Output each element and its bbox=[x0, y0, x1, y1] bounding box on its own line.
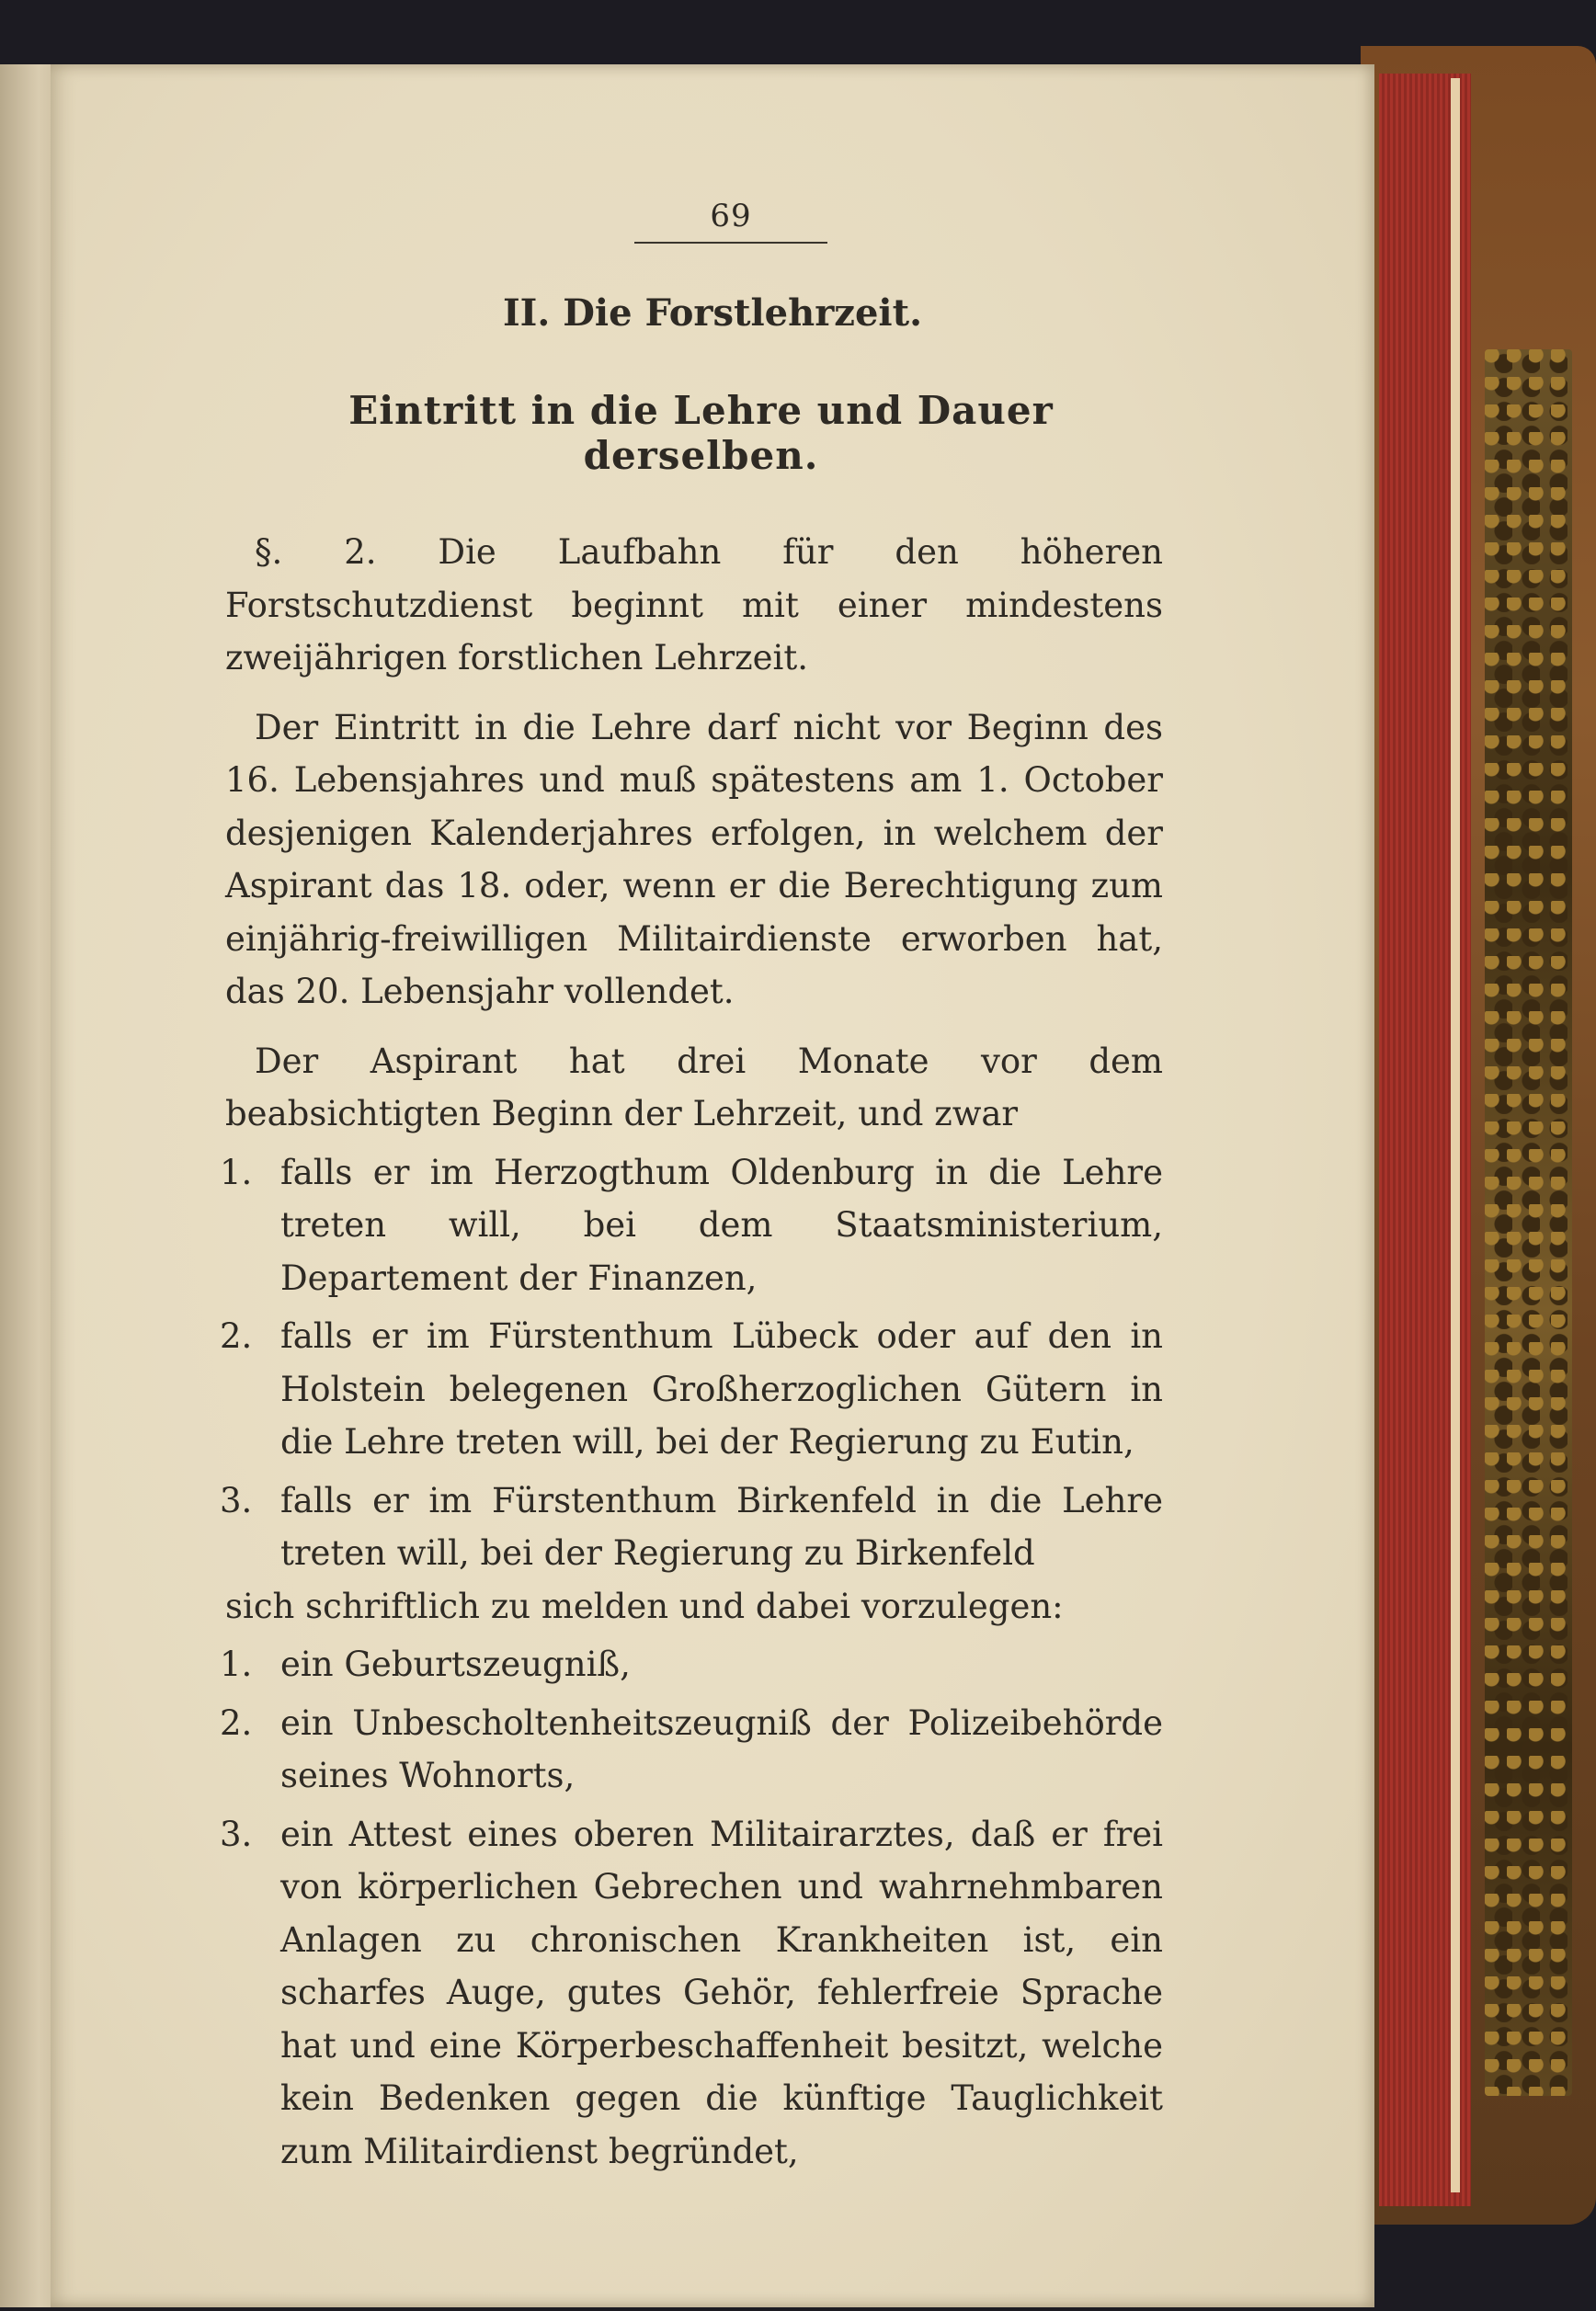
paragraph-4: sich schriftlich zu melden und dabei vorzulegen: bbox=[225, 1586, 1064, 1626]
list-item-text: falls er im Fürstenthum Birkenfeld in die Lehre treten will, bei der Regierung zu Birkenfeld bbox=[280, 1480, 1163, 1573]
list-item bbox=[220, 1146, 1163, 1305]
list-item bbox=[220, 1310, 1163, 1469]
list-item bbox=[220, 1697, 1163, 1803]
list-item-number: 3. bbox=[220, 1814, 253, 1854]
list-item bbox=[220, 1638, 1163, 1691]
page-number: 69 bbox=[710, 198, 752, 234]
list-item bbox=[220, 1808, 1163, 2179]
list-item-number: 2. bbox=[220, 1702, 253, 1743]
list-item-number: 2. bbox=[220, 1316, 253, 1356]
authority-list bbox=[220, 1146, 1163, 1580]
page-edge-highlight bbox=[1451, 78, 1460, 2192]
paragraph-3: Der Aspirant hat drei Monate vor dem beabsichtigten Beginn der Lehrzeit, und zwar bbox=[225, 1041, 1163, 1133]
paragraph-1: §. 2. Die Laufbahn für den höheren Forstschutzdienst beginnt mit einer mindestens zweijährigen forstlichen Lehrzeit. bbox=[225, 532, 1163, 677]
list-item-text: falls er im Fürstenthum Lübeck oder auf den in Holstein belegenen Großherzoglichen Gütern in die Lehre treten will, bei der Regierung zu Eutin, bbox=[280, 1316, 1163, 1462]
list-item-text: ein Unbescholtenheitszeugniß der Polizeibehörde seines Wohnorts, bbox=[280, 1702, 1163, 1795]
page-text bbox=[220, 198, 1163, 2178]
marbled-cover-panel bbox=[1485, 349, 1572, 2096]
list-item-text: ein Geburtszeugniß, bbox=[280, 1645, 631, 1684]
list-item-text: ein Attest eines oberen Militairarztes, daß er frei von körperlichen Gebrechen und wahrnehmbaren Anlagen zu chronischen Krankheiten ist, ein scharfes Auge, gutes Gehör, fehlerfreie Sprache hat und eine Körperbeschaffenheit besitzt, welche kein Bedenken gegen die künftige Tauglichkeit zum Militairdienst begründet, bbox=[280, 1814, 1163, 2171]
subsection-heading: Eintritt in die Lehre und Dauer derselben. bbox=[348, 388, 1054, 478]
list-item bbox=[220, 1474, 1163, 1580]
list-item-text: falls er im Herzogthum Oldenburg in die Lehre treten will, bei dem Staatsministerium, Departement der Finanzen, bbox=[280, 1152, 1163, 1298]
section-heading: II. Die Forstlehrzeit. bbox=[502, 291, 923, 335]
documents-list bbox=[220, 1638, 1163, 2178]
page-number-rule bbox=[634, 242, 827, 244]
list-item-number: 1. bbox=[220, 1645, 253, 1684]
paragraph-2: Der Eintritt in die Lehre darf nicht vor Beginn des 16. Lebensjahres und muß spätestens am 1. October desjenigen Kalenderjahres erfolgen, in welchem der Aspirant das 18. oder, wenn er die Berechtigung zum einjährig-freiwilligen Militairdienste erworben hat, das 20. Lebensjahr vollendet. bbox=[225, 707, 1163, 1011]
list-item-number: 1. bbox=[220, 1152, 253, 1192]
list-item-number: 3. bbox=[220, 1480, 253, 1520]
